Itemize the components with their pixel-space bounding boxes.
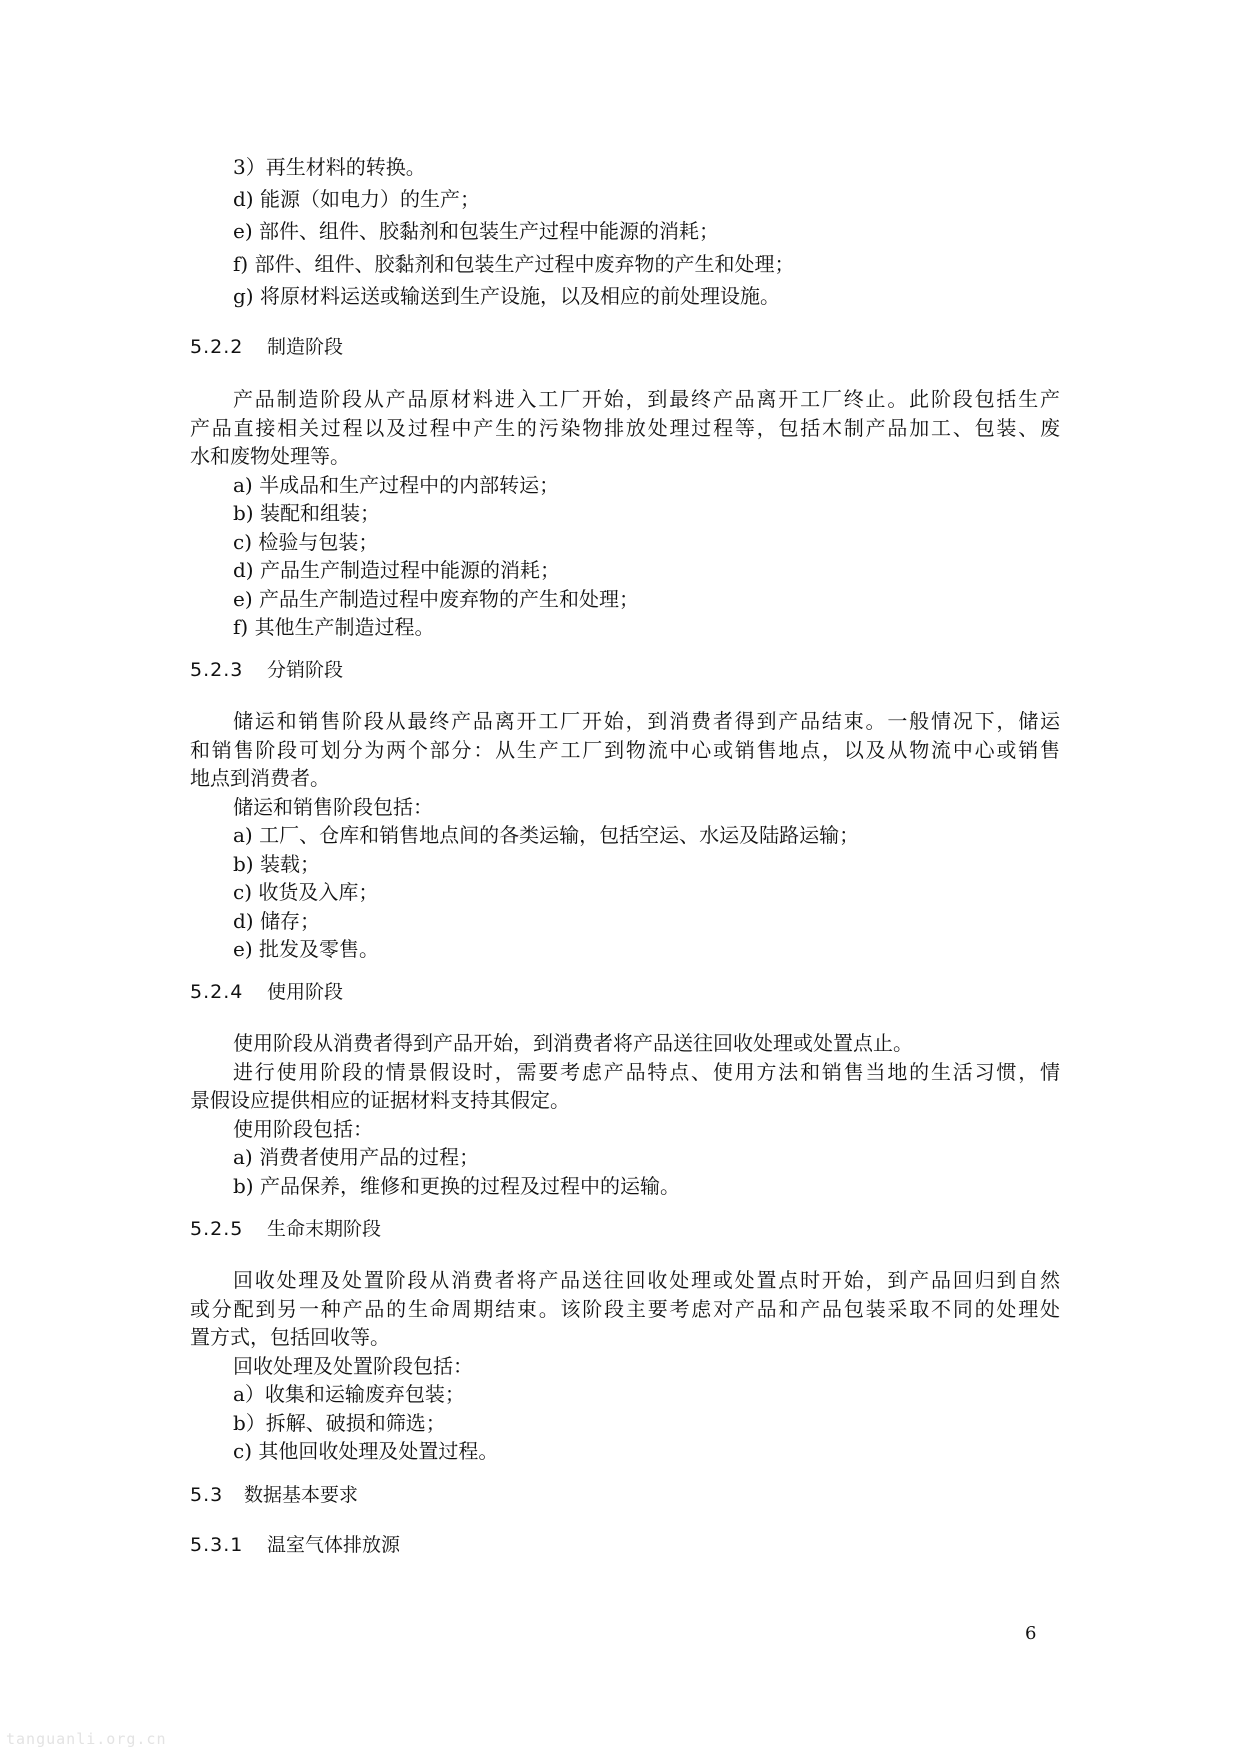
paragraph-line: 储运和销售阶段从最终产品离开工厂开始，到消费者得到产品结束。一般情况下，储运: [233, 709, 1060, 733]
list-item: d) 能源（如电力）的生产；: [233, 187, 480, 211]
watermark: tanguanli.org.cn: [6, 1730, 167, 1748]
paragraph-line: 地点到消费者。: [190, 766, 330, 790]
list-item: f) 部件、组件、胶黏剂和包装生产过程中废弃物的产生和处理；: [233, 252, 795, 276]
list-item: c) 其他回收处理及处置过程。: [233, 1439, 499, 1463]
section-number: 5.3: [190, 1484, 224, 1506]
section-number: 5.2.4: [190, 981, 244, 1003]
paragraph-line: 使用阶段从消费者得到产品开始，到消费者将产品送往回收处理或处置点止。: [233, 1031, 913, 1055]
section-title: 生命末期阶段: [267, 1218, 382, 1240]
list-item: g) 将原材料运送或输送到生产设施，以及相应的前处理设施。: [233, 284, 780, 308]
section-number: 5.2.2: [190, 336, 244, 358]
section-title: 温室气体排放源: [267, 1534, 401, 1556]
section-number: 5.2.3: [190, 659, 244, 681]
section-heading-5-2-4: [190, 978, 343, 1006]
list-item: a) 消费者使用产品的过程；: [233, 1145, 480, 1169]
list-item: c) 收货及入库；: [233, 880, 379, 904]
paragraph-line: 置方式，包括回收等。: [190, 1325, 390, 1349]
paragraph-line: 和销售阶段可划分为两个部分：从生产工厂到物流中心或销售地点，以及从物流中心或销售: [190, 738, 1060, 762]
paragraph-line: 回收处理及处置阶段从消费者将产品送往回收处理或处置点时开始，到产品回归到自然: [233, 1268, 1060, 1292]
list-item: d) 产品生产制造过程中能源的消耗；: [233, 558, 560, 582]
list-item: e) 产品生产制造过程中废弃物的产生和处理；: [233, 587, 639, 611]
list-item: a）收集和运输废弃包装；: [233, 1382, 465, 1406]
paragraph-line: 储运和销售阶段包括：: [233, 795, 433, 819]
list-item: e) 批发及零售。: [233, 937, 379, 961]
section-number: 5.3.1: [190, 1534, 244, 1556]
section-heading-5-2-5: [190, 1215, 381, 1243]
paragraph-line: 景假设应提供相应的证据材料支持其假定。: [190, 1088, 570, 1112]
list-item: d) 储存；: [233, 909, 320, 933]
section-title: 分销阶段: [267, 659, 344, 681]
paragraph-line: 使用阶段包括：: [233, 1117, 373, 1141]
paragraph-line: 产品直接相关过程以及过程中产生的污染物排放处理过程等，包括木制产品加工、包装、废: [190, 416, 1060, 440]
section-title: 数据基本要求: [244, 1484, 359, 1506]
section-number: 5.2.5: [190, 1218, 244, 1240]
section-title: 制造阶段: [267, 336, 344, 358]
paragraph-line: 水和废物处理等。: [190, 444, 350, 468]
list-item: 3）再生材料的转换。: [233, 155, 426, 179]
list-item: b) 装配和组装；: [233, 501, 380, 525]
list-item: f) 其他生产制造过程。: [233, 615, 435, 639]
list-item: b) 产品保养，维修和更换的过程及过程中的运输。: [233, 1174, 680, 1198]
list-item: c) 检验与包装；: [233, 530, 379, 554]
section-heading-5-2-3: [190, 656, 343, 684]
paragraph-line: 进行使用阶段的情景假设时，需要考虑产品特点、使用方法和销售当地的生活习惯，情: [233, 1060, 1060, 1084]
section-heading-5-3: [190, 1481, 358, 1509]
paragraph-line: 或分配到另一种产品的生命周期结束。该阶段主要考虑对产品和产品包装采取不同的处理处: [190, 1297, 1060, 1321]
list-item: b) 装载；: [233, 852, 320, 876]
section-title: 使用阶段: [267, 981, 344, 1003]
paragraph-line: 回收处理及处置阶段包括：: [233, 1354, 473, 1378]
section-heading-5-2-2: [190, 333, 343, 361]
list-item: a) 工厂、仓库和销售地点间的各类运输，包括空运、水运及陆路运输；: [233, 823, 860, 847]
list-item: a) 半成品和生产过程中的内部转运；: [233, 473, 560, 497]
list-item: b）拆解、破损和筛选；: [233, 1411, 446, 1435]
list-item: e) 部件、组件、胶黏剂和包装生产过程中能源的消耗；: [233, 219, 719, 243]
page-number: 6: [1025, 1623, 1037, 1644]
section-heading-5-3-1: [190, 1531, 400, 1559]
paragraph-line: 产品制造阶段从产品原材料进入工厂开始，到最终产品离开工厂终止。此阶段包括生产: [233, 387, 1060, 411]
